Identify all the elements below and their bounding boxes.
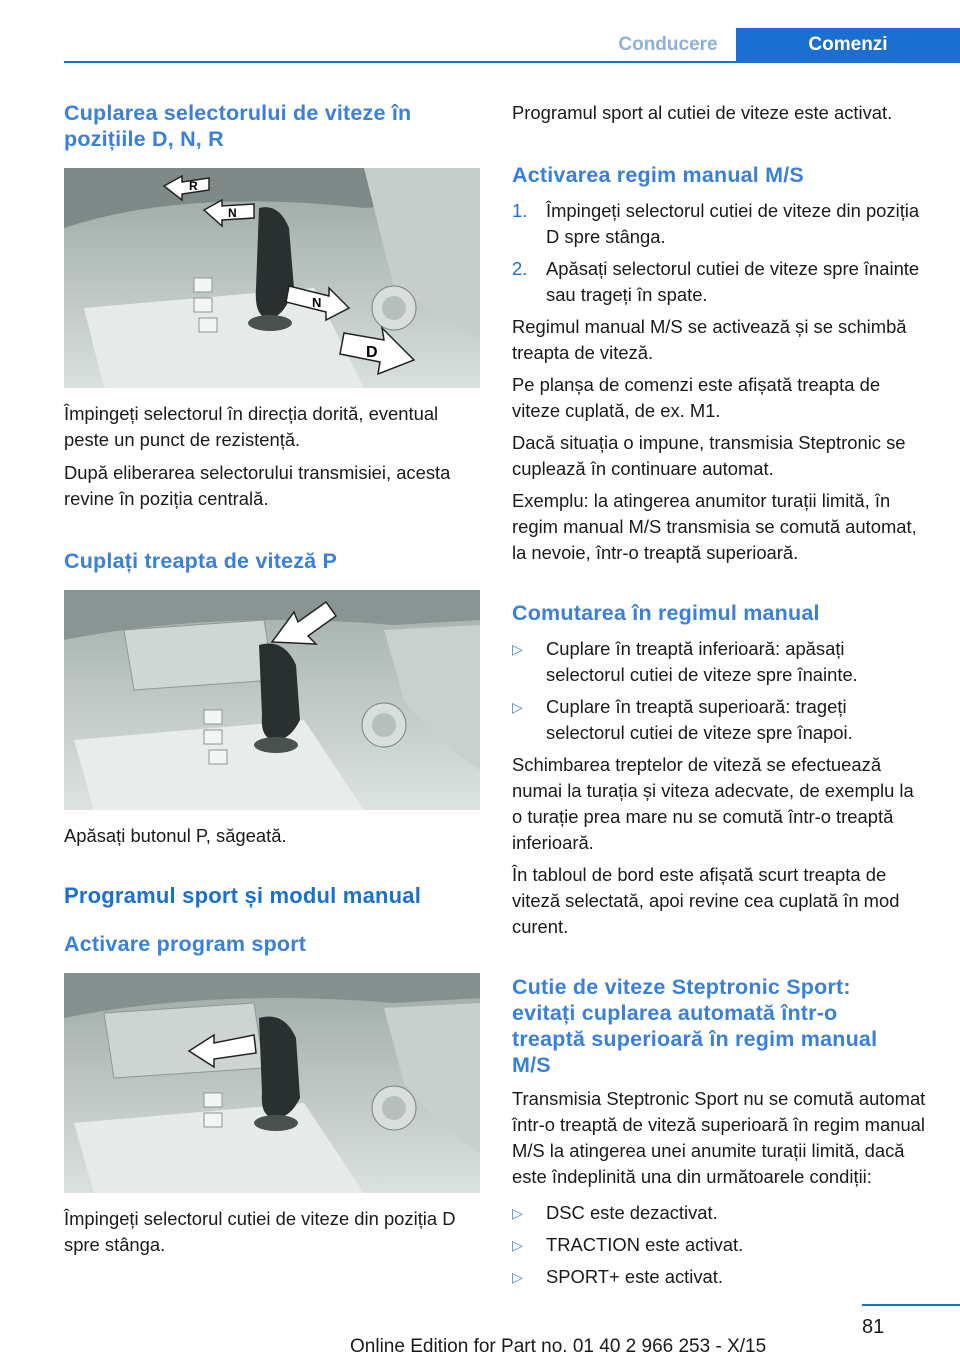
paragraph: Pe planșa de comenzi este afișată treapta de viteze cuplată, de ex. M1. [512, 374, 881, 421]
step-text: Apăsați selectorul cutiei de viteze spre înainte sau trageți în spate. [546, 258, 920, 305]
list-item [512, 1200, 927, 1226]
paragraph: Regimul manual M/S se activează și se schimbă treapta de viteză. [512, 316, 907, 363]
bullet-list [512, 636, 927, 746]
step-text: Împingeți selectorul cutiei de viteze din poziția D spre stânga. [546, 200, 920, 247]
list-item [512, 256, 927, 308]
heading-park: Cuplați treapta de viteză P [64, 549, 338, 573]
triangle-bullet-icon: ▷ [512, 1205, 523, 1221]
paragraph: După eliberarea selectorului transmisiei, acesta revine în poziția centrală. [64, 462, 451, 509]
heading-activate-sport: Activare program sport [64, 932, 307, 956]
step-number: 2. [512, 258, 528, 279]
paragraph: Dacă situația o impune, transmisia Steptronic se cuplează în continuare automat. [512, 432, 906, 479]
paragraph: Împingeți selectorul în direcția dorită, eventual peste un punct de rezistență. [64, 403, 439, 450]
triangle-bullet-icon: ▷ [512, 1237, 523, 1253]
figure-selector-dnr [64, 168, 480, 388]
label-d: D [366, 344, 378, 361]
paragraph: Apăsați butonul P, săgeată. [64, 825, 287, 846]
right-column [512, 100, 927, 1290]
list-item [512, 1264, 927, 1290]
label-n-up: N [228, 206, 237, 220]
page-number: 81 [862, 1316, 885, 1338]
heading-sport-manual: Programul sport și modul manual [64, 883, 422, 908]
paragraph: Împingeți selectorul cutiei de viteze din poziția D spre stânga. [64, 1208, 456, 1255]
paragraph: Programul sport al cutiei de viteze este activat. [512, 102, 893, 123]
figure-park-button [64, 590, 480, 810]
paragraph: Schimbarea treptelor de viteză se efectuează numai la turația și viteza adecvate, de exemplu la o turație prea mare nu se comută într-o treaptă inferioară. [512, 754, 914, 853]
figure-sport-program [64, 973, 480, 1193]
list-item [512, 1232, 927, 1258]
footer-edition: Online Edition for Part no. 01 40 2 966 253 - X/15 [350, 1336, 767, 1357]
heading-steptronic-sport: Cutie de viteze Steptronic Sport: evitați cuplarea automată într-o treaptă superioară în regim manual M/S [512, 975, 878, 1077]
label-r: R [189, 179, 198, 193]
paragraph: Exemplu: la atingerea anumitor turații limită, în regim manual M/S transmisia se comută automat, la nevoie, într-o treaptă superioară. [512, 490, 917, 563]
bullet-text: Cuplare în treaptă superioară: trageți selectorul cutiei de viteze spre înapoi. [546, 696, 853, 743]
section-tabs [600, 28, 960, 61]
list-item [512, 198, 927, 250]
bullet-text: TRACTION este activat. [546, 1234, 744, 1255]
heading-shift-dnr: Cuplarea selectorului de viteze în pozițiile D, N, R [64, 101, 412, 151]
bullet-text: DSC este dezactivat. [546, 1202, 718, 1223]
steps-list [512, 198, 927, 308]
label-n-down: N [312, 295, 322, 310]
header-rule [64, 61, 960, 63]
triangle-bullet-icon: ▷ [512, 641, 523, 657]
paragraph: În tabloul de bord este afișată scurt treapta de viteză selectată, apoi revine cea cuplată în mod curent. [512, 864, 900, 937]
bullet-text: Cuplare în treaptă inferioară: apăsați selectorul cutiei de viteze spre înainte. [546, 638, 858, 685]
step-number: 1. [512, 200, 528, 221]
triangle-bullet-icon: ▷ [512, 699, 523, 715]
heading-manual-switch: Comutarea în regimul manual [512, 601, 820, 625]
bullet-text: SPORT+ este activat. [546, 1266, 724, 1287]
bullet-list [512, 1200, 927, 1290]
triangle-bullet-icon: ▷ [512, 1269, 523, 1285]
tab-conducere[interactable]: Conducere [618, 34, 718, 55]
list-item [512, 694, 927, 746]
footer-rule [862, 1304, 960, 1306]
left-column [64, 100, 480, 1258]
tab-comenzi[interactable]: Comenzi [736, 28, 960, 61]
heading-activate-manual: Activarea regim manual M/S [512, 163, 804, 187]
list-item [512, 636, 927, 688]
paragraph: Transmisia Steptronic Sport nu se comută automat într-o treaptă de viteză superioară în regim manual M/S la atingerea unei anumite turații limită, dacă este îndeplinită una din următoarele condiții: [512, 1088, 926, 1187]
